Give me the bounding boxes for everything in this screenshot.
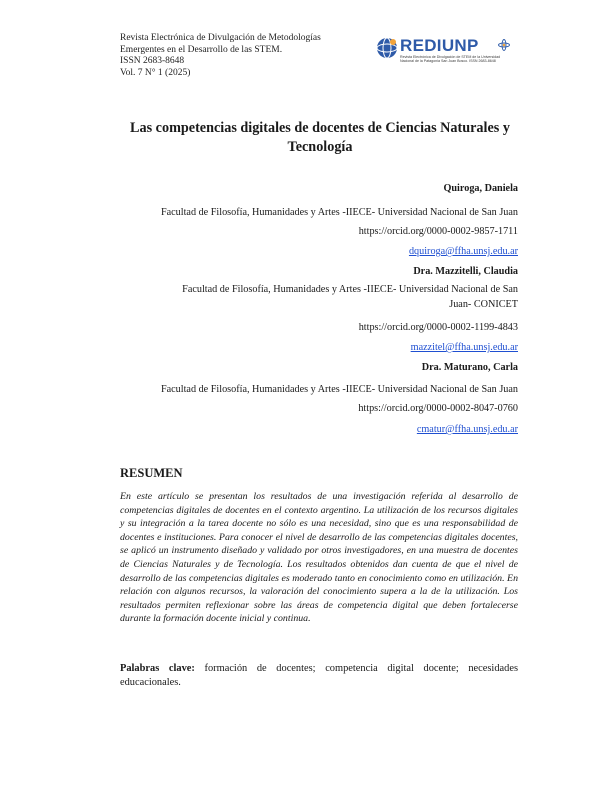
rediunp-logo [376,36,516,76]
author-orcid[interactable]: https://orcid.org/0000-0002-8047-0760 [358,403,518,414]
author-name: Dra. Mazzitelli, Claudia [413,266,518,277]
author-affiliation: Juan- CONICET [449,299,518,310]
keywords-label: Palabras clave: [120,663,195,674]
keywords-text: formación de docentes; competencia digital docente; necesidades educacionales. [120,663,518,688]
logo-atom-icon [498,39,510,51]
journal-name-line2: Emergentes en el Desarrollo de las STEM. [120,44,283,55]
logo-globe-icon [376,37,398,59]
logo-wordmark: REDIUNP [400,36,479,55]
author-name: Dra. Maturano, Carla [421,362,518,373]
logo-subtitle: Revista Electrónica de Divulgación de STEM de la Universidad Nacional de la Patagonia San Juan Bosco. ISSN 2683-8648 [400,55,501,64]
author-affiliation: Facultad de Filosofía, Humanidades y Artes -IIECE- Universidad Nacional de San Juan [160,384,518,395]
journal-volume: Vol. 7 N° 1 (2025) [120,67,191,78]
author-email-link[interactable]: mazzitel@ffha.unsj.edu.ar [410,342,518,353]
abstract-heading: RESUMEN [120,466,183,480]
keywords [120,662,518,690]
author-name: Quiroga, Daniela [443,183,518,194]
author-email-link[interactable]: dquiroga@ffha.unsj.edu.ar [408,246,518,257]
journal-name-line1: Revista Electrónica de Divulgación de Metodologías [120,33,321,43]
abstract-text: En este artículo se presentan los resultados de una investigación referida al desarrollo de competencias digitales de docentes en el contexto argentino. La utilización de los recursos digitales y su integración a la tarea docente no sólo es una necesidad, sino que es una responsabilidad de docentes e instituciones. Para conocer el nivel de desarrollo de las competencias digitales docentes, se aplicó un instrumento diseñado y validado por otros investigadores, en una muestra de docentes de Ciencias Naturales y de Tecnología. Los resultados obtenidos dan cuenta de que el nivel de desarrollo de las competencias digitales es moderado tanto en conocimiento como en utilización. En relación con algunos recursos, la valoración del conocimiento supera a la de la utilización. Los resultados permiten reflexionar sobre las áreas de competencia digital que deben fortalecerse durante la formación docente inicial y continua. [120,491,518,625]
author-orcid[interactable]: https://orcid.org/0000-0002-9857-1711 [358,226,518,237]
author-affiliation: Facultad de Filosofía, Humanidades y Artes -IIECE- Universidad Nacional de San [182,284,518,295]
author-email-link[interactable]: cmatur@ffha.unsj.edu.ar [416,424,518,435]
article-title: Las competencias digitales de docentes de Ciencias Naturales y Tecnología [130,120,510,155]
author-orcid[interactable]: https://orcid.org/0000-0002-1199-4843 [358,322,518,333]
author-affiliation: Facultad de Filosofía, Humanidades y Artes -IIECE- Universidad Nacional de San Juan [160,207,518,218]
journal-issn: ISSN 2683-8648 [120,56,185,67]
journal-header [120,33,321,79]
